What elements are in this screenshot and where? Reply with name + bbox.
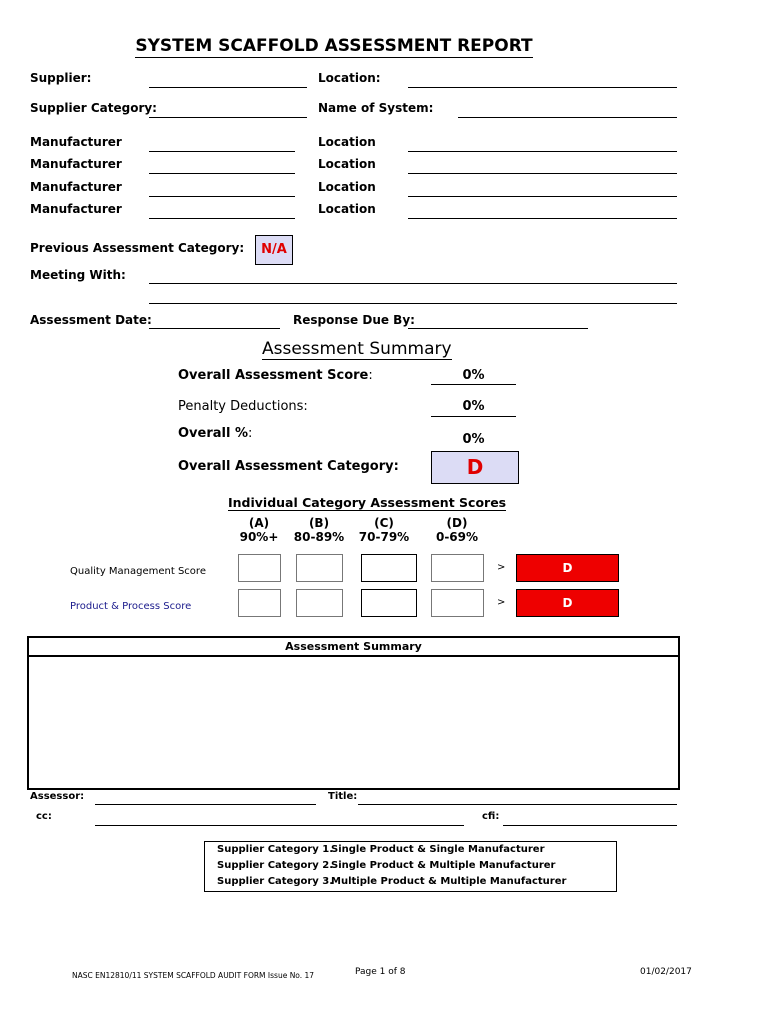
product-process-score-label: Product & Process Score	[70, 601, 192, 612]
manufacturer-location-field-3[interactable]	[408, 196, 677, 197]
quality-grade: D	[516, 554, 619, 582]
name-of-system-label: Name of System:	[318, 101, 434, 115]
assessment-summary-heading-text: Assessment Summary	[262, 339, 452, 359]
category-key-row-3	[217, 876, 566, 887]
individual-scores-heading-text: Individual Category Assessment Scores	[228, 495, 507, 510]
manufacturer-location-field-2[interactable]	[408, 173, 677, 174]
supplier-category-label: Supplier Category:	[30, 101, 157, 115]
product-grade: D	[516, 589, 619, 617]
column-header-d	[427, 516, 487, 544]
overall-pct-label	[178, 426, 252, 441]
column-range-b: 80-89%	[293, 530, 345, 544]
column-letter-c: (C)	[374, 516, 394, 530]
supplier-category-field[interactable]	[149, 117, 307, 118]
column-range-a: 90%+	[239, 530, 279, 544]
assessment-summary-heading	[262, 339, 452, 359]
column-letter-b: (B)	[308, 516, 330, 530]
product-score-c[interactable]	[361, 589, 417, 617]
penalty-value: 0%	[462, 399, 485, 414]
supplier-label: Supplier:	[30, 71, 92, 85]
assessment-summary-box-heading: Assessment Summary	[29, 638, 678, 657]
manufacturer-field-1[interactable]	[149, 151, 295, 152]
previous-category-value: N/A	[255, 235, 293, 265]
category-key-1: Supplier Category 1.	[217, 844, 334, 855]
manufacturer-label-1: Manufacturer	[30, 135, 122, 149]
category-desc-1: Single Product & Single Manufacturer	[331, 844, 545, 855]
response-due-label: Response Due By:	[293, 313, 415, 327]
manufacturer-location-label-4: Location	[318, 202, 376, 216]
manufacturer-label-2: Manufacturer	[30, 157, 122, 171]
overall-category-label: Overall Assessment Category:	[178, 459, 399, 474]
manufacturer-label-3: Manufacturer	[30, 180, 122, 194]
overall-score-label	[178, 368, 373, 383]
assessment-date-label: Assessment Date:	[30, 313, 152, 327]
footer-form-ref: NASC EN12810/11 SYSTEM SCAFFOLD AUDIT FORM Issue No. 17	[72, 971, 315, 980]
product-arrow: >	[497, 597, 506, 608]
quality-score-a[interactable]	[238, 554, 281, 582]
assessment-summary-text[interactable]	[29, 657, 678, 665]
manufacturer-location-label-2: Location	[318, 157, 376, 171]
penalty-underline	[431, 416, 516, 417]
category-key-row-2	[217, 860, 555, 871]
assessor-field[interactable]	[95, 804, 316, 805]
manufacturer-field-4[interactable]	[149, 218, 295, 219]
column-range-c: 70-79%	[358, 530, 410, 544]
column-header-b	[289, 516, 349, 544]
overall-score-colon: :	[368, 368, 373, 383]
overall-score-label-text: Overall Assessment Score	[178, 368, 369, 383]
location-field[interactable]	[408, 87, 677, 88]
previous-category-label: Previous Assessment Category:	[30, 241, 245, 255]
page-title-text: SYSTEM SCAFFOLD ASSESSMENT REPORT	[135, 36, 533, 56]
product-score-d[interactable]	[431, 589, 484, 617]
response-due-field[interactable]	[408, 328, 588, 329]
column-range-d: 0-69%	[435, 530, 479, 544]
overall-pct-colon: :	[248, 426, 253, 441]
category-key-row-1	[217, 844, 545, 855]
quality-arrow: >	[497, 562, 506, 573]
name-of-system-field[interactable]	[458, 117, 677, 118]
manufacturer-location-label-1: Location	[318, 135, 376, 149]
category-desc-2: Single Product & Multiple Manufacturer	[331, 860, 556, 871]
cc-field[interactable]	[95, 825, 464, 826]
title-field[interactable]	[358, 804, 677, 805]
quality-score-b[interactable]	[296, 554, 343, 582]
product-score-b[interactable]	[296, 589, 343, 617]
category-key-2: Supplier Category 2.	[217, 860, 334, 871]
category-key-3: Supplier Category 3.	[217, 876, 334, 887]
supplier-category-key	[204, 841, 617, 892]
quality-management-score-label: Quality Management Score	[70, 566, 206, 577]
quality-score-c[interactable]	[361, 554, 417, 582]
cc-label: cc:	[36, 811, 52, 822]
manufacturer-label-4: Manufacturer	[30, 202, 122, 216]
page-title	[0, 36, 668, 56]
cfi-label: cfi:	[482, 811, 500, 822]
overall-category-value: D	[431, 451, 519, 484]
manufacturer-location-field-4[interactable]	[408, 218, 677, 219]
manufacturer-location-label-3: Location	[318, 180, 376, 194]
supplier-field[interactable]	[149, 87, 307, 88]
overall-pct-label-text: Overall %	[178, 426, 248, 441]
column-header-c	[354, 516, 414, 544]
assessor-label: Assessor:	[30, 791, 85, 802]
overall-score-underline	[431, 384, 516, 385]
penalty-label: Penalty Deductions:	[178, 399, 308, 414]
manufacturer-field-3[interactable]	[149, 196, 295, 197]
column-letter-a: (A)	[248, 516, 270, 530]
assessment-date-field[interactable]	[149, 328, 280, 329]
meeting-with-field-2[interactable]	[149, 303, 677, 304]
product-score-a[interactable]	[238, 589, 281, 617]
footer-date: 01/02/2017	[640, 967, 692, 977]
category-desc-3: Multiple Product & Multiple Manufacturer	[331, 876, 567, 887]
location-label: Location:	[318, 71, 381, 85]
column-letter-d: (D)	[446, 516, 468, 530]
cfi-field[interactable]	[503, 825, 677, 826]
manufacturer-location-field-1[interactable]	[408, 151, 677, 152]
overall-score-value: 0%	[462, 368, 485, 383]
footer-page-number: Page 1 of 8	[355, 967, 406, 977]
quality-score-d[interactable]	[431, 554, 484, 582]
individual-scores-heading	[228, 495, 506, 510]
title-label: Title:	[328, 791, 358, 802]
assessment-summary-box	[27, 636, 680, 790]
overall-pct-value: 0%	[462, 432, 485, 447]
meeting-with-label: Meeting With:	[30, 268, 126, 282]
column-header-a	[229, 516, 289, 544]
meeting-with-field-1[interactable]	[149, 283, 677, 284]
manufacturer-field-2[interactable]	[149, 173, 295, 174]
